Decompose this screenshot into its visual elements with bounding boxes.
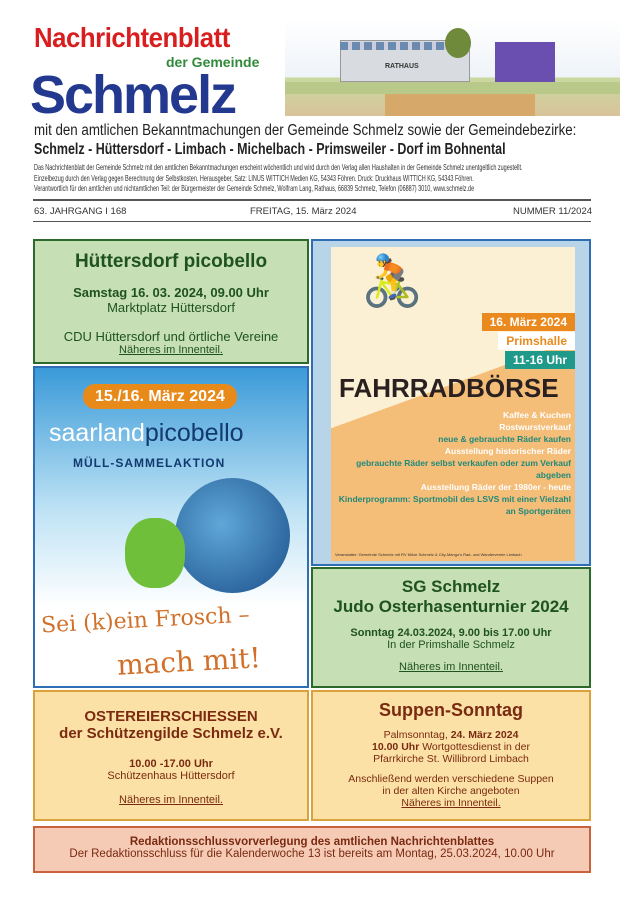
judo-date: Sonntag 24.03.2024, 9.00 bis 17.00 Uhr (350, 627, 552, 639)
redaktion-title: Redaktionsschlussvorverlegung des amtlichen Nachrichtenblattes (129, 836, 495, 848)
poster-item: gebrauchte Räder selbst verkaufen oder zum Verkauf abgeben (356, 458, 571, 480)
judo-place: In der Primshalle Schmelz (387, 639, 515, 651)
impressum-line: Verantwortlich für den amtlichen und nichtamtlichen Teil: der Bürgermeister der Gemeinde Schmelz, Wolfram Lang, Rathaus, 66839 Schmelz, Telefon (06887) 3010, www.schmelz.de (34, 183, 475, 193)
suppen-date-line (313, 729, 589, 741)
districts: Schmelz - Hüttersdorf - Limbach - Michelbach - Primsweiler - Dorf im Bohnental (34, 141, 506, 158)
suppen-time: 10.00 Uhr (372, 741, 420, 753)
impressum-line: Einzelbezug durch den Verlag gegen Berechnung der Selbstkosten. Herausgeber, Satz: LINUS WITTICH Medien KG, 54343 Föhren. Druck: Druckhaus WITTICH KG, 54343 Föhren. (34, 172, 474, 183)
poster-item: Kinderprogramm: Sportmobil des LSVS mit einer Vielzahl an Sportgeräten (338, 494, 571, 516)
poster-items (335, 409, 571, 517)
building-sign: RATHAUS (385, 63, 419, 70)
redaktion-text: Der Redaktionsschluss für die Kalenderwoche 13 ist bereits am Montag, 25.03.2024, 10.00 Uhr (69, 848, 555, 860)
poster-item: Ausstellung historischer Räder (444, 446, 571, 456)
picobello-date: Samstag 16. 03. 2024, 09.00 Uhr (73, 285, 269, 300)
globe-icon (175, 478, 290, 593)
picobello-title: Hüttersdorf picobello (74, 251, 268, 272)
suppen-text: in der alten Kirche angeboten (382, 785, 520, 797)
poster-place: Primshalle (498, 332, 575, 350)
suppen-church: Pfarrkirche St. Willibrord Limbach (373, 753, 529, 765)
poster-item: Kaffee & Kuchen (502, 410, 571, 420)
masthead-title: Nachrichtenblatt (34, 22, 230, 53)
poster-date: 15./16. März 2024 (83, 384, 237, 409)
poster-time: 11-16 Uhr (505, 351, 575, 369)
subtitle: mit den amtlichen Bekanntmachungen der Gemeinde Schmelz sowie der Gemeindebezirke: (34, 122, 577, 139)
judo-title: SG Schmelz (401, 577, 501, 596)
masthead-town: Schmelz (30, 65, 236, 125)
picobello-place: Marktplatz Hüttersdorf (107, 300, 235, 315)
ostereier-place: Schützenhaus Hüttersdorf (107, 770, 235, 782)
slogan-line2: mach mit! (116, 641, 262, 682)
divider (33, 199, 591, 201)
impressum (34, 162, 523, 194)
issue-date: FREITAG, 15. März 2024 (250, 206, 357, 217)
brand-picobello: picobello (144, 419, 244, 447)
ostereier-link[interactable]: Näheres im Innenteil. (119, 794, 223, 806)
poster-brand (49, 418, 244, 448)
picobello-box (33, 239, 309, 364)
fahrradboerse-poster (311, 239, 591, 566)
suppen-day: Palmsonntag, (383, 729, 451, 741)
divider (33, 221, 591, 222)
suppen-date: 24. März 2024 (450, 729, 519, 741)
poster-item: Ausstellung Räder der 1980er - heute (420, 482, 571, 492)
suppen-title: Suppen-Sonntag (379, 700, 523, 720)
suppen-service: Wortgottesdienst in der (419, 741, 530, 753)
ostereier-subtitle: der Schützengilde Schmelz e.V. (59, 725, 283, 742)
judo-link[interactable]: Näheres im Innenteil. (399, 661, 503, 673)
ostereier-box (33, 690, 309, 821)
impressum-line: Das Nachrichtenblatt der Gemeinde Schmelz mit den amtlichen Bekanntmachungen erscheint wöchentlich und wird durch den Verlag allen Haushalten in der Gemeinde Schmelz unentgeltlich zugestellt. (34, 162, 523, 172)
picobello-link[interactable]: Näheres im Innenteil. (119, 344, 223, 356)
judo-box (311, 567, 591, 688)
picobello-org: CDU Hüttersdorf und örtliche Vereine (63, 329, 279, 344)
redaktion-box (33, 826, 591, 873)
poster-item: Rostwurstverkauf (499, 422, 571, 432)
ostereier-time: 10.00 -17.00 Uhr (129, 758, 213, 770)
brand-saarland: saarland (49, 419, 145, 447)
poster-organizer: Veranstalter: Gemeinde Schmelz mit RV Möve Schmelz & City-Mango's Rad- und Wanderverein Limbach (335, 552, 522, 557)
suppen-service-line (313, 741, 589, 753)
suppen-box (311, 690, 591, 821)
masthead-subtitle: der Gemeinde (166, 54, 260, 70)
judo-subtitle: Judo Osterhasenturnier 2024 (333, 597, 569, 616)
saarland-picobello-poster (33, 366, 309, 688)
cyclist-icon: 🚴 (361, 253, 424, 309)
frog-icon (125, 518, 185, 588)
poster-item: neue & gebrauchte Räder kaufen (438, 434, 571, 444)
issue-number: NUMMER 11/2024 (513, 206, 593, 217)
volume: 63. JAHRGANG I 168 (34, 206, 127, 217)
suppen-link[interactable]: Näheres im Innenteil. (401, 797, 501, 809)
slogan-line1: Sei (k)ein Frosch – (40, 602, 251, 639)
town-hall-illustration (285, 20, 620, 116)
poster-date: 16. März 2024 (482, 313, 575, 331)
poster-action: MÜLL-SAMMELAKTION (73, 456, 226, 470)
ostereier-title: OSTEREIERSCHIESSEN (84, 708, 258, 725)
suppen-text: Anschließend werden verschiedene Suppen (348, 773, 554, 785)
poster-title: FAHRRADBÖRSE (339, 373, 559, 403)
